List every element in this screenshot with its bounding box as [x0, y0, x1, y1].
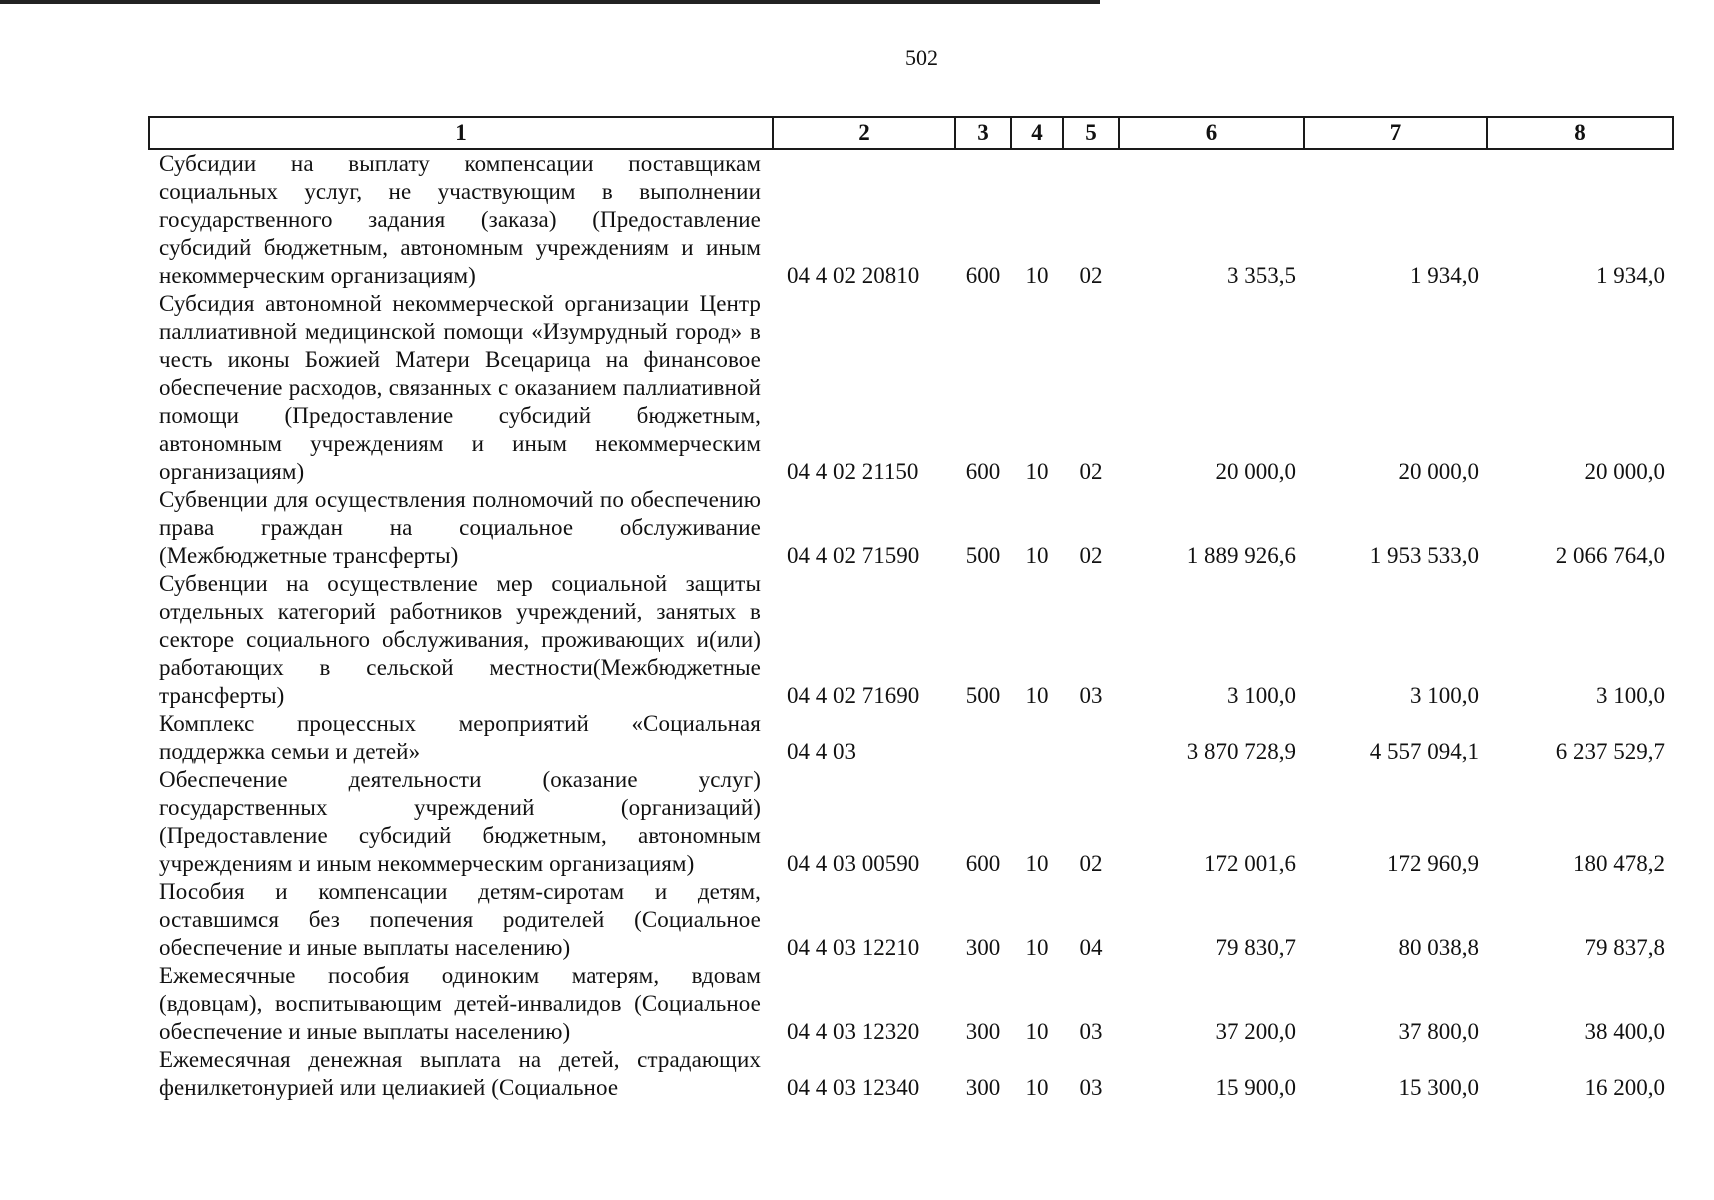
row-amount-col8: 16 200,0	[1584, 1075, 1665, 1100]
row-amount-col8: 38 400,0	[1584, 1019, 1665, 1044]
row-amount-col6: 79 830,7	[1215, 935, 1296, 960]
row-subsection: 03	[1079, 683, 1103, 708]
page-number: 502	[905, 45, 938, 70]
table-row	[149, 290, 1673, 486]
row-amount-col7: 172 960,9	[1387, 851, 1479, 876]
row-section: 10	[1025, 1075, 1049, 1100]
row-amount-col6: 3 100,0	[1227, 683, 1296, 708]
header-col-8: 8	[1487, 117, 1673, 149]
row-description: Ежемесячные пособия одиноким матерям, вдовам (вдовцам), воспитывающим детей-инвалидов (Социальное обеспечение и иные выплаты населению)	[159, 963, 761, 1044]
row-section: 10	[1025, 851, 1049, 876]
row-description: Комплекс процессных мероприятий «Социальная поддержка семьи и детей»	[159, 711, 761, 764]
header-col-1: 1	[149, 117, 773, 149]
row-section: 10	[1025, 543, 1049, 568]
row-subsection: 03	[1079, 1019, 1103, 1044]
row-amount-col6: 20 000,0	[1215, 459, 1296, 484]
row-amount-col8: 3 100,0	[1596, 683, 1665, 708]
row-section: 10	[1025, 683, 1049, 708]
row-target-code: 04 4 03 12210	[787, 935, 920, 960]
row-description: Субвенции для осуществления полномочий по обеспечению права граждан на социальное обслуживание (Межбюджетные трансферты)	[159, 487, 761, 568]
budget-table	[148, 116, 1674, 1102]
row-section: 10	[1025, 935, 1049, 960]
header-col-6: 6	[1119, 117, 1304, 149]
table-row	[149, 962, 1673, 1046]
table-row	[149, 766, 1673, 878]
row-target-code: 04 4 02 21150	[787, 459, 919, 484]
row-subsection: 02	[1079, 263, 1103, 288]
row-section: 10	[1025, 1019, 1049, 1044]
row-subsection: 04	[1079, 935, 1103, 960]
row-amount-col7: 4 557 094,1	[1369, 739, 1479, 764]
header-col-7: 7	[1304, 117, 1487, 149]
row-target-code: 04 4 02 20810	[787, 263, 920, 288]
row-expense-type: 500	[965, 683, 1001, 708]
row-target-code: 04 4 03	[787, 739, 856, 764]
row-section	[1011, 710, 1063, 766]
header-col-5: 5	[1063, 117, 1119, 149]
row-expense-type: 500	[965, 543, 1001, 568]
row-expense-type	[955, 710, 1011, 766]
row-target-code: 04 4 03 12340	[787, 1075, 920, 1100]
row-amount-col6: 172 001,6	[1204, 851, 1296, 876]
table-row	[149, 486, 1673, 570]
row-amount-col7: 37 800,0	[1398, 1019, 1479, 1044]
row-expense-type: 300	[965, 1019, 1001, 1044]
row-amount-col6: 1 889 926,6	[1186, 543, 1296, 568]
row-amount-col6: 37 200,0	[1215, 1019, 1296, 1044]
row-subsection	[1063, 710, 1119, 766]
row-description: Ежемесячная денежная выплата на детей, страдающих фенилкетонурией или целиакией (Социальное	[159, 1047, 761, 1100]
row-amount-col6: 15 900,0	[1215, 1075, 1296, 1100]
row-target-code: 04 4 03 00590	[787, 851, 920, 876]
header-row	[149, 117, 1673, 149]
row-subsection: 02	[1079, 851, 1103, 876]
row-expense-type: 600	[965, 459, 1001, 484]
row-description: Пособия и компенсации детям-сиротам и детям, оставшимся без попечения родителей (Социальное обеспечение и иные выплаты населению)	[159, 879, 761, 960]
row-description: Обеспечение деятельности (оказание услуг) государственных учреждений (организаций) (Предоставление субсидий бюджетным, автономным учреждениям и иным некоммерческим организациям)	[159, 767, 761, 876]
row-amount-col8: 79 837,8	[1584, 935, 1665, 960]
row-amount-col7: 3 100,0	[1410, 683, 1479, 708]
row-amount-col8: 180 478,2	[1573, 851, 1665, 876]
row-amount-col8: 6 237 529,7	[1555, 739, 1665, 764]
row-subsection: 02	[1079, 543, 1103, 568]
row-amount-col6: 3 353,5	[1227, 263, 1296, 288]
row-subsection: 03	[1079, 1075, 1103, 1100]
row-target-code: 04 4 02 71690	[787, 683, 920, 708]
row-expense-type: 300	[965, 1075, 1001, 1100]
row-subsection: 02	[1079, 459, 1103, 484]
row-target-code: 04 4 02 71590	[787, 543, 920, 568]
row-amount-col6: 3 870 728,9	[1186, 739, 1296, 764]
row-description: Субвенции на осуществление мер социальной защиты отдельных категорий работников учреждений, занятых в секторе социального обслуживания, проживающих и(или) работающих в сельской местности(Межбюджетные трансферты)	[159, 571, 761, 708]
row-amount-col7: 1 953 533,0	[1369, 543, 1479, 568]
row-expense-type: 600	[965, 263, 1001, 288]
table-row	[149, 149, 1673, 290]
row-section: 10	[1025, 459, 1049, 484]
header-col-2: 2	[773, 117, 955, 149]
row-amount-col7: 1 934,0	[1410, 263, 1479, 288]
row-amount-col7: 20 000,0	[1398, 459, 1479, 484]
budget-table-container	[148, 116, 1672, 1102]
row-description: Субсидии на выплату компенсации поставщикам социальных услуг, не участвующим в выполнении государственного задания (заказа) (Предоставление субсидий бюджетным, автономным учреждениям и иным некоммерческим организациям)	[159, 151, 761, 288]
row-amount-col8: 2 066 764,0	[1555, 543, 1665, 568]
row-amount-col8: 20 000,0	[1584, 459, 1665, 484]
header-col-3: 3	[955, 117, 1011, 149]
table-row	[149, 710, 1673, 766]
row-section: 10	[1025, 263, 1049, 288]
row-amount-col8: 1 934,0	[1596, 263, 1665, 288]
table-row	[149, 878, 1673, 962]
row-amount-col7: 15 300,0	[1398, 1075, 1479, 1100]
table-row	[149, 570, 1673, 710]
header-col-4: 4	[1011, 117, 1063, 149]
row-expense-type: 300	[965, 935, 1001, 960]
row-description: Субсидия автономной некоммерческой организации Центр паллиативной медицинской помощи «Изумрудный город» в честь иконы Божией Матери Всецарица на финансовое обеспечение расходов, связанных с оказанием паллиативной помощи (Предоставление субсидий бюджетным, автономным учреждениям и иным некоммерческим организациям)	[159, 291, 761, 484]
row-amount-col7: 80 038,8	[1398, 935, 1479, 960]
row-expense-type: 600	[965, 851, 1001, 876]
table-row	[149, 1046, 1673, 1102]
top-rule	[0, 0, 1100, 4]
row-target-code: 04 4 03 12320	[787, 1019, 920, 1044]
